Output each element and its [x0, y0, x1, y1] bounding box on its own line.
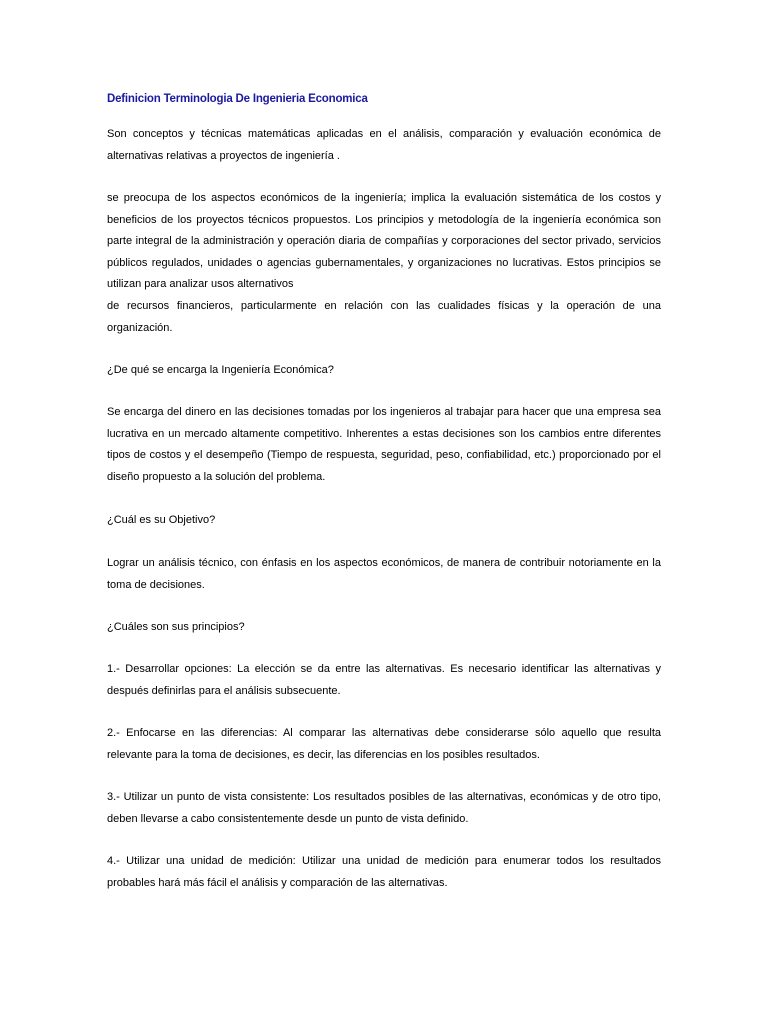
- principle-item-2: 2.- Enfocarse en las diferencias: Al comparar las alternativas debe considerarse sólo aquello que resulta relevante para la toma de decisiones, es decir, las diferencias en los posibles resultados.: [107, 727, 661, 761]
- question-heading-principios: ¿Cuáles son sus principios?: [107, 621, 245, 633]
- principle-item-3: 3.- Utilizar un punto de vista consistente: Los resultados posibles de las alternativas, económicas y de otro tipo, deben llevarse a cabo consistentemente desde un punto de vista definido.: [107, 791, 661, 825]
- paragraph-definition: Son conceptos y técnicas matemáticas aplicadas en el análisis, comparación y evaluación económica de alternativas relativas a proyectos de ingeniería .: [107, 128, 661, 162]
- paragraph-objetivo: Lograr un análisis técnico, con énfasis en los aspectos económicos, de manera de contribuir notoriamente en la toma de decisiones.: [107, 557, 661, 591]
- question-heading-encarga: ¿De qué se encarga la Ingeniería Económica?: [107, 364, 334, 376]
- document-title: Definicion Terminologia De Ingenieria Economica: [107, 93, 368, 105]
- question-heading-objetivo: ¿Cuál es su Objetivo?: [107, 514, 216, 526]
- principle-item-4: 4.- Utilizar una unidad de medición: Utilizar una unidad de medición para enumerar todos los resultados probables hará más fácil el análisis y comparación de las alternativas.: [107, 855, 661, 889]
- paragraph-scope-continued: de recursos financieros, particularmente en relación con las cualidades físicas y la operación de una organización.: [107, 300, 661, 334]
- paragraph-encarga: Se encarga del dinero en las decisiones tomadas por los ingenieros al trabajar para hacer que una empresa sea lucrativa en un mercado altamente competitivo. Inherentes a estas decisiones son los cambios entre diferentes tipos de costos y el desempeño (Tiempo de respuesta, seguridad, peso, confiabilidad, etc.) proporcionado por el diseño propuesto a la solución del problema.: [107, 406, 661, 483]
- paragraph-scope: se preocupa de los aspectos económicos de la ingeniería; implica la evaluación sistemática de los costos y beneficios de los proyectos técnicos propuestos. Los principios y metodología de la ingeniería económica son parte integral de la administración y operación diaria de compañías y corporaciones del sector privado, servicios públicos regulados, unidades o agencias gubernamentales, y organizaciones no lucrativas. Estos principios se utilizan para analizar usos alternativos: [107, 192, 661, 290]
- principle-item-1: 1.- Desarrollar opciones: La elección se da entre las alternativas. Es necesario identificar las alternativas y después definirlas para el análisis subsecuente.: [107, 663, 661, 697]
